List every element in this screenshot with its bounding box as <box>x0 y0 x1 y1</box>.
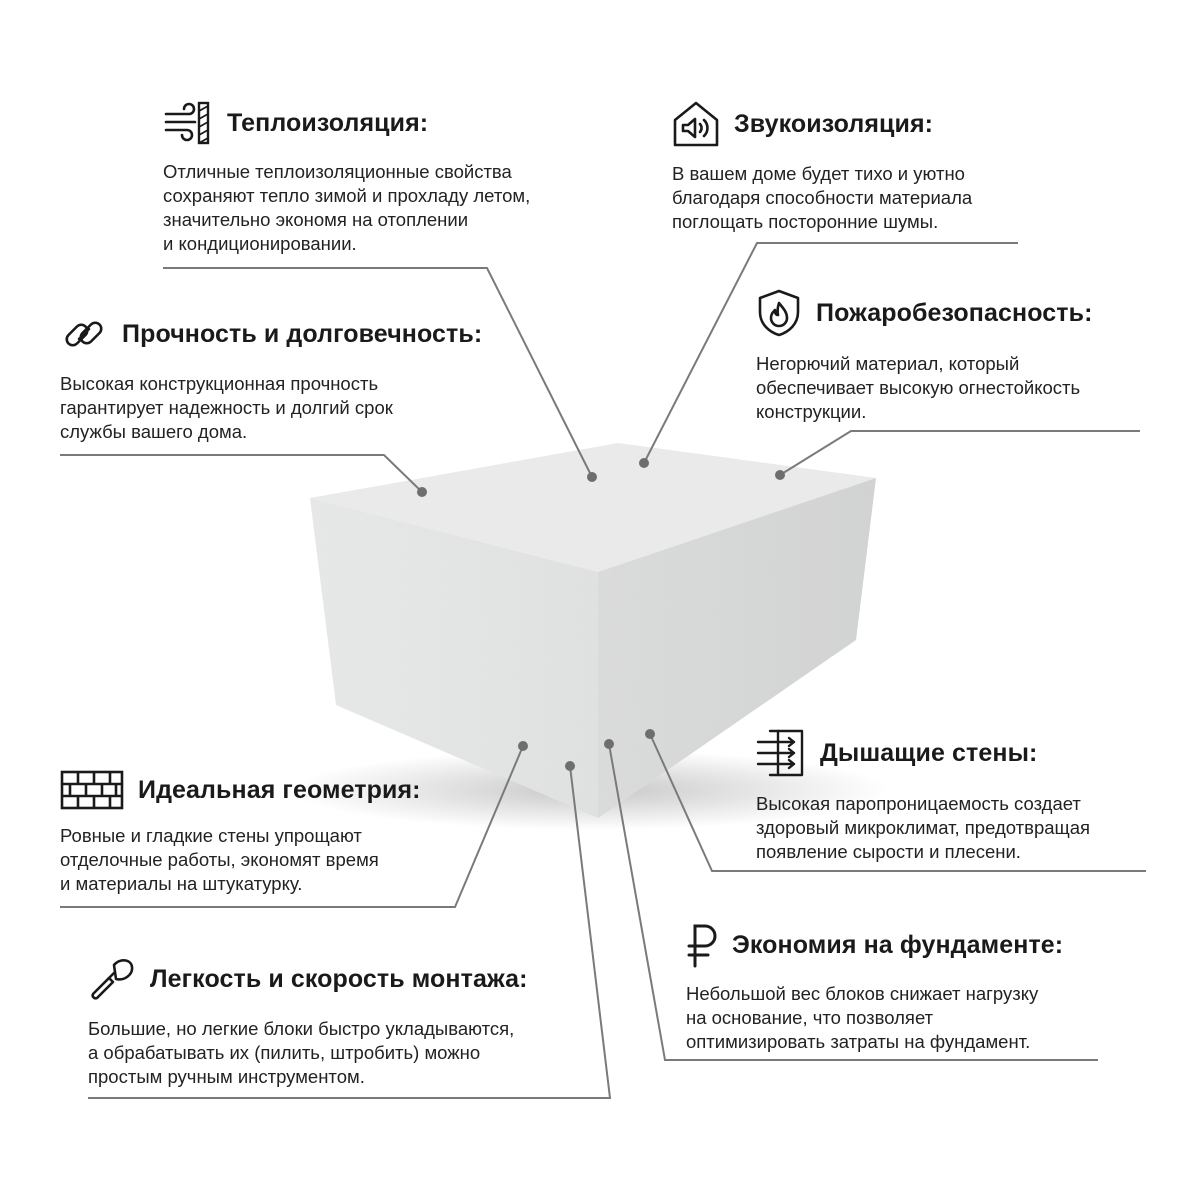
description-line: Большие, но легкие блоки быстро укладываются, <box>88 1018 515 1039</box>
feature-title: Легкость и скорость монтажа: <box>150 964 528 993</box>
feature-title: Идеальная геометрия: <box>138 775 421 804</box>
description-line: здоровый микроклимат, предотвращая <box>756 817 1091 838</box>
description-line: благодаря способности материала <box>672 187 973 208</box>
dot-breath <box>645 729 655 739</box>
brick-wall-icon <box>60 770 124 810</box>
leader-strength <box>60 455 422 492</box>
dot-sound <box>639 458 649 468</box>
description-line: гарантирует надежность и долгий срок <box>60 397 393 418</box>
description-line: Негорючий материал, который <box>756 353 1020 374</box>
feature-title: Экономия на фундаменте: <box>732 930 1064 959</box>
description-line: сохраняют тепло зимой и прохладу летом, <box>163 185 531 206</box>
description-line: Небольшой вес блоков снижает нагрузку <box>686 983 1039 1004</box>
description-line: Высокая паропроницаемость создает <box>756 793 1081 814</box>
description-line: оптимизировать затраты на фундамент. <box>686 1031 1031 1052</box>
wind-wall-icon <box>163 100 213 146</box>
feature-easy-installation <box>88 955 528 1089</box>
feature-foundation-savings <box>686 922 1063 1054</box>
breathing-wall-icon <box>756 728 806 778</box>
description-line: простым ручным инструментом. <box>88 1066 365 1087</box>
feature-title: Пожаробезопасность: <box>816 298 1093 327</box>
ruble-icon <box>686 922 718 968</box>
feature-description <box>756 352 1093 424</box>
description-line: а обрабатывать их (пилить, штробить) можно <box>88 1042 481 1063</box>
feature-heat-insulation <box>163 100 530 256</box>
description-line: конструкции. <box>756 401 867 422</box>
description-line: Высокая конструкционная прочность <box>60 373 379 394</box>
dot-found <box>604 739 614 749</box>
feature-description <box>88 1017 528 1089</box>
feature-breathing-walls <box>756 728 1090 864</box>
feature-ideal-geometry <box>60 770 421 896</box>
description-line: В вашем доме будет тихо и уютно <box>672 163 965 184</box>
description-line: и кондиционировании. <box>163 233 357 254</box>
description-line: обеспечивает высокую огнестойкость <box>756 377 1081 398</box>
description-line: службы вашего дома. <box>60 421 248 442</box>
house-speaker-icon <box>672 100 720 148</box>
feature-description <box>163 160 530 256</box>
feature-title: Звукоизоляция: <box>734 109 934 138</box>
feature-fire-safety <box>756 288 1093 424</box>
description-line: отделочные работы, экономят время <box>60 849 379 870</box>
dot-light <box>565 761 575 771</box>
description-line: и материалы на штукатурку. <box>60 873 303 894</box>
feature-description <box>672 162 972 234</box>
feature-title: Теплоизоляция: <box>227 108 429 137</box>
description-line: Отличные теплоизоляционные свойства <box>163 161 512 182</box>
trowel-icon <box>88 955 136 1003</box>
feature-title: Прочность и долговечность: <box>122 319 483 348</box>
feature-description <box>686 982 1063 1054</box>
description-line: Ровные и гладкие стены упрощают <box>60 825 362 846</box>
description-line: на основание, что позволяет <box>686 1007 934 1028</box>
dot-heat <box>587 472 597 482</box>
feature-sound-insulation <box>672 100 972 234</box>
dot-geometry <box>518 741 528 751</box>
leader-fire <box>780 431 1140 475</box>
description-line: значительно экономя на отоплении <box>163 209 469 230</box>
feature-description <box>756 792 1090 864</box>
feature-description <box>60 372 482 444</box>
chain-link-icon <box>60 310 108 358</box>
fire-shield-icon <box>756 288 802 338</box>
description-line: поглощать посторонние шумы. <box>672 211 939 232</box>
feature-description <box>60 824 421 896</box>
feature-title: Дышащие стены: <box>820 738 1038 767</box>
dot-strength <box>417 487 427 497</box>
description-line: появление сырости и плесени. <box>756 841 1021 862</box>
feature-strength-durability <box>60 310 482 444</box>
dot-fire <box>775 470 785 480</box>
